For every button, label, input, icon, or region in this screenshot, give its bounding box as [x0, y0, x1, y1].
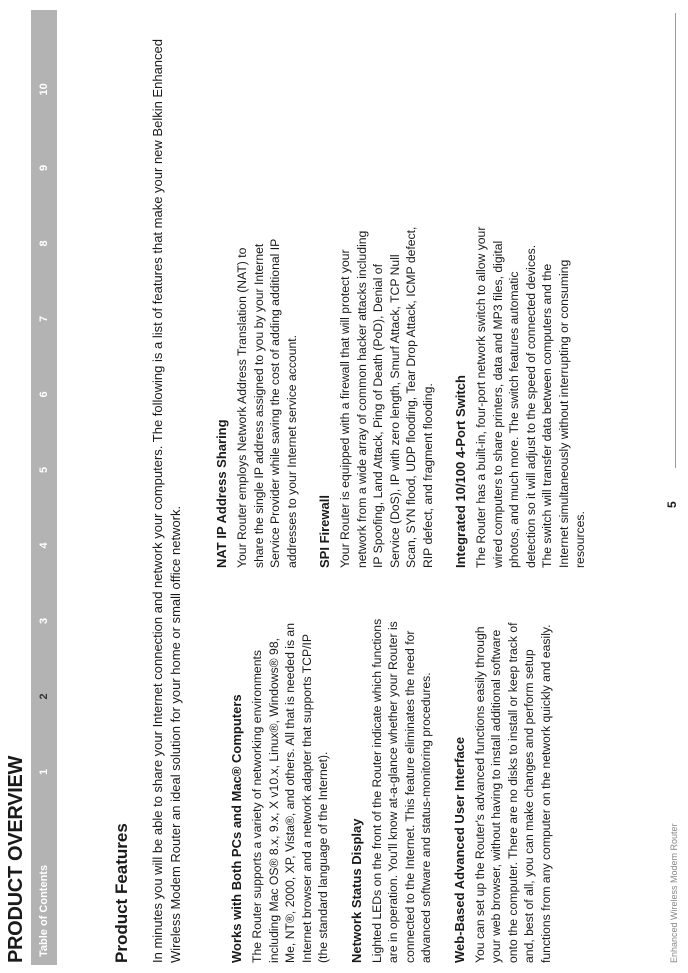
toc-link[interactable]: Table of Contents [38, 864, 50, 957]
toc-section-3[interactable]: 3 [38, 617, 50, 624]
feature-block [349, 618, 435, 963]
feature-title: Web-Based Advanced User Interface [451, 736, 467, 963]
toc-section-8[interactable]: 8 [38, 240, 50, 247]
feature-text: Your Router is equipped with a firewall that will protect your network from a wide array of common hacker attacks including IP Spoofing, Land Attack, Ping of Death (PoD), Denial of Service (DoS), IP with zero length, Smurf Attack, TCP Null Scan, SYN flood, UDP flooding, Tear Drop Attack, ICMP defect, RIP defect, and fragment flooding. [338, 226, 435, 568]
toc-section-4[interactable]: 4 [38, 542, 50, 549]
feature-block [317, 223, 436, 568]
feature-text: The Router supports a variety of networking environments including Mac OS® 8.x, 9.x, X v10.x, Linux®, Windows® 98, Me, NT®, 2000, XP, Vista®, and others. All that is needed is an Internet browser and a network adapter that supports TCP/IP (the standard language of the Internet). [250, 623, 330, 963]
feature-title: Works with Both PCs and Mac® Computers [229, 694, 244, 963]
features-right-column [214, 223, 606, 568]
toc-section-10[interactable]: 10 [38, 83, 50, 96]
feature-text: The Router has a built-in, four-port network switch to allow your wired computers to share printers, data and MP3 files, digital photos, and much more. The switch features automatic detection so it will adjust to the speed of connected devices. The switch will transfer data between computers and the Internet simultaneously without interrupting or consuming resources. [474, 226, 587, 568]
feature-title: NAT IP Address Sharing [214, 419, 229, 568]
toc-section-1[interactable]: 1 [38, 768, 50, 775]
feature-block [229, 618, 332, 963]
feature-text: Lighted LEDs on the front of the Router indicate which functions are in operation. You'll know at-a-glance whether your Router is connected to the Internet. This feature eliminates the need for advanced software and status-monitoring procedures. [369, 618, 433, 963]
feature-title: SPI Firewall [317, 495, 332, 568]
toc-bar [31, 10, 57, 965]
intro-paragraph: In minutes you will be able to share your Internet connection and network your computers. The following is a list of features that make your new Belkin Enhanced Wireless Modem Router an ideal solution for your home or small office network. [150, 39, 183, 963]
feature-title: Integrated 10/100 4-Port Switch [453, 375, 468, 568]
footer-divider [675, 13, 676, 468]
document-title: PRODUCT OVERVIEW [5, 755, 27, 963]
feature-block [214, 223, 300, 568]
feature-text: Your Router employs Network Address Translation (NAT) to share the single IP address assigned to you by your Internet Service Provider while saving the cost of adding additional IP addresses to your Internet service account. [235, 238, 299, 568]
feature-text: You can set up the Router's advanced functions easily through your web browser, without having to install additional software onto the computer. There are no disks to install or keep track of and, best of all, you can make changes and perform setup functions from any computer on the network quickly and easily. [472, 622, 553, 963]
feature-block [452, 618, 555, 963]
page-number: 5 [665, 501, 679, 508]
feature-block [453, 223, 589, 568]
toc-section-6[interactable]: 6 [38, 391, 50, 398]
toc-section-2[interactable]: 2 [38, 693, 50, 700]
toc-section-7[interactable]: 7 [38, 315, 50, 322]
toc-section-5[interactable]: 5 [38, 466, 50, 473]
footer-product-name: Enhanced Wireless Modem Router [669, 823, 679, 963]
toc-section-9[interactable]: 9 [38, 164, 50, 171]
feature-title: Network Status Display [348, 818, 364, 963]
features-left-column [229, 618, 571, 963]
section-heading: Product Features [112, 823, 131, 963]
